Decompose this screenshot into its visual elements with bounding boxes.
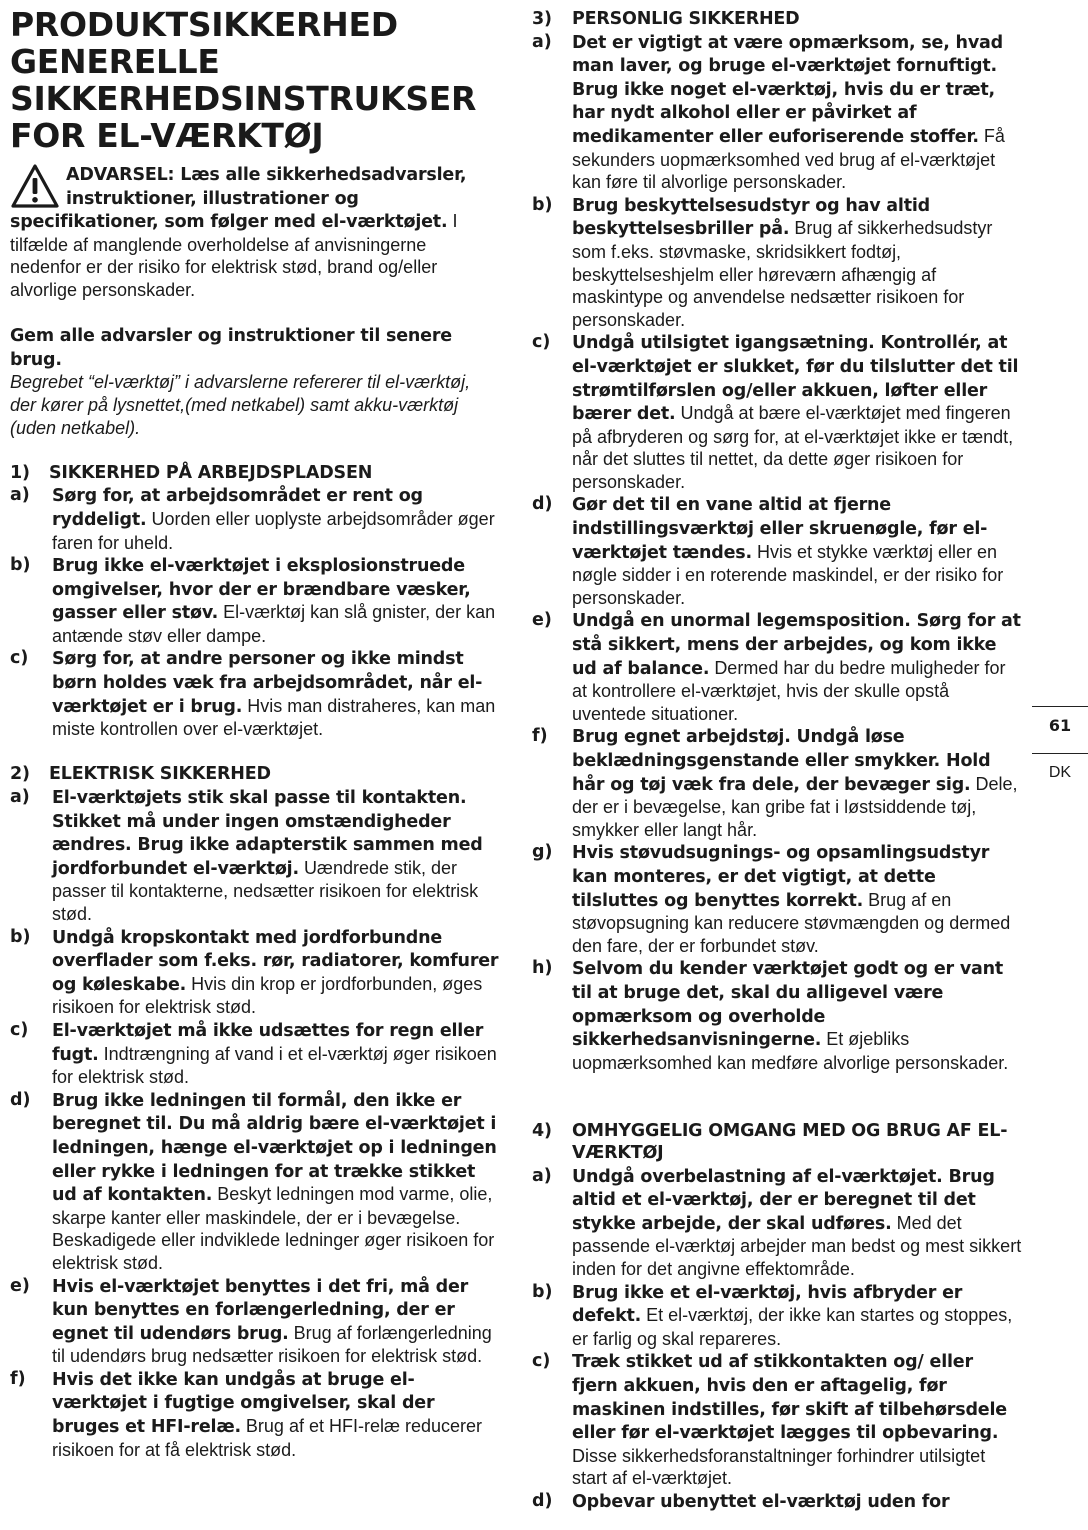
item-bold-text: Undgå overbelastning af el-værktøjet. Brug altid et el-værktøj, der er beregnet til det stykke arbejde, der skal udføres. — [572, 1166, 995, 1234]
section-title: OMHYGGELIG OMGANG MED OG BRUG AF EL-VÆRKTØJ — [572, 1120, 1008, 1164]
item-body-text: Indtrængning af vand i et el-værktøj øger risikoen for elektrisk stød. — [52, 1043, 497, 1088]
item-body-text: Uændrede stik, der passer til kontakterne, nedsætter risikoen for elektrisk stød. — [52, 857, 479, 924]
item-letter: d) — [10, 1089, 31, 1110]
item-letter: a) — [10, 485, 30, 506]
list-item — [532, 1165, 1022, 1281]
item-text — [572, 609, 1022, 725]
item-text — [572, 31, 1022, 194]
item-body-text: Dermed har du bedre muligheder for at kontrollere el-værktøjet, hvis der skulle opstå uventede situationer. — [572, 657, 1006, 724]
left-column — [10, 0, 500, 1461]
list-item — [532, 493, 1022, 609]
item-bold-text: Hvis støvudsugnings- og opsamlingsudstyr kan monteres, er det vigtigt, at dette tilsluttes og benyttes korrekt. — [572, 843, 990, 911]
item-letter: c) — [532, 332, 551, 353]
item-body-text: Disse sikkerhedsforanstaltninger forhindrer utilsigtet start af el-værktøjet. — [572, 1445, 986, 1489]
section-title: SIKKERHED PÅ ARBEJDSPLADSEN — [49, 462, 373, 483]
list-item — [10, 647, 500, 740]
item-body-text: Uorden eller uoplyste arbejdsområder øger faren for uheld. — [52, 508, 495, 553]
item-bold-text: El-værktøjet må ikke udsættes for regn eller fugt. — [52, 1020, 484, 1065]
item-body-text: Hvis man distraheres, kan man miste kontrollen over el-værktøjet. — [52, 695, 496, 740]
item-bold-text: Træk stikket ud af stikkontakten og/ eller fjern akkuen, hvis den er aftagelig, før maskinen indstilles, før skift af tilbehørsdele eller før el-værktøjet lægges til opbevaring. — [572, 1352, 1007, 1444]
item-letter: e) — [532, 610, 552, 631]
section-title: ELEKTRISK SIKKERHED — [49, 764, 271, 785]
language-code: DK — [1048, 764, 1072, 781]
item-bold-text: El-værktøjets stik skal passe til kontakten. Stikket må under ingen omstændigheder ændres. Brug ikke adapterstik sammen med jordforbundet el-værktøj. — [52, 788, 483, 879]
list-item — [10, 1089, 500, 1275]
list-item — [10, 786, 500, 926]
item-bold-text: Undgå kropskontakt med jordforbundne overflader som f.eks. rør, radiatorer, komfurer og køleskabe. — [52, 927, 499, 995]
item-letter: g) — [532, 842, 553, 863]
list-item — [10, 1368, 500, 1461]
item-text — [572, 1281, 1022, 1351]
item-body-text: Brug af sikkerhedsudstyr som f.eks. støvmaske, skridsikkert fodtøj, beskyttelseshjelm eller høreværn afhængig af maskintype og anvendelse nedsætter risikoen for personskader. — [572, 218, 993, 330]
item-body-text: Dele, der er i bevægelse, kan gribe fat i løstsiddende tøj, smykker eller langt hår. — [572, 773, 1018, 840]
right-column — [532, 0, 1022, 1514]
item-bold-text: Gør det til en vane altid at fjerne indstillingsværktøj eller skruenøgle, før el-værktøjet tændes. — [572, 495, 988, 563]
item-text — [572, 725, 1022, 841]
item-bold-text: Undgå en unormal legemsposition. Sørg for at stå sikkert, mens der arbejdes, og kom ikke ud af balance. — [572, 611, 1021, 679]
section-title: PERSONLIG SIKKERHED — [572, 9, 800, 29]
item-text — [52, 554, 500, 647]
list-item — [532, 1281, 1022, 1351]
section-number: 4) — [532, 1120, 552, 1141]
item-letter: b) — [532, 1281, 553, 1302]
section-4-heading — [532, 1120, 1022, 1165]
list-item — [532, 1490, 1022, 1514]
item-text — [52, 786, 500, 926]
warning-triangle-icon — [10, 163, 60, 209]
item-letter: a) — [10, 787, 30, 808]
section-number: 3) — [532, 9, 552, 29]
item-bold-text: Sørg for, at andre personer og ikke mindst børn holdes væk fra arbejdsområdet, når el-værktøjet er i brug. — [52, 649, 483, 717]
item-text — [52, 1089, 500, 1275]
item-text — [572, 957, 1022, 1074]
warning-text: I tilfælde af manglende overholdelse af anvisningerne nedenfor er der risiko for elektrisk stød, brand og/eller alvorlige personskader. — [10, 211, 458, 300]
item-letter: b) — [10, 926, 31, 947]
page-number: 61 — [1048, 716, 1072, 735]
item-text — [52, 484, 500, 554]
item-text — [52, 926, 500, 1019]
item-text — [572, 1165, 1022, 1281]
item-body-text: Brug af et HFI-relæ reducerer risikoen for at få elektrisk stød. — [52, 1416, 483, 1460]
item-text — [52, 647, 500, 740]
item-bold-text: Brug ikke et el-værktøj, hvis afbryder er defekt. — [572, 1282, 963, 1327]
item-body-text: Brug af en støvopsugning kan reducere støvmængden og dermed den fare, der er forbundet støv. — [572, 889, 1011, 956]
item-body-text: Undgå at bære el-værktøjet med fingeren på afbryderen og sørg for, at el-værktøjet ikke er tændt, når det sluttes til nettet, da dette øger risikoen for personskader. — [572, 403, 1014, 492]
warning-block — [10, 163, 500, 302]
list-item — [10, 484, 500, 554]
list-item — [532, 957, 1022, 1074]
page-title: PRODUKTSIKKERHED GENERELLE SIKKERHEDSINSTRUKSER FOR EL-VÆRKTØJ — [10, 5, 477, 155]
list-item — [10, 1275, 500, 1368]
section-number: 2) — [10, 764, 30, 785]
item-body-text: Et el-værktøj, der ikke kan startes og stoppes, er farlig og skal repareres. — [572, 1305, 1013, 1349]
item-bold-text: Brug beskyttelsesudstyr og hav altid beskyttelsesbriller på. — [572, 195, 931, 240]
page-sidebar — [1032, 0, 1088, 1530]
section-number: 1) — [10, 462, 30, 483]
list-item — [532, 31, 1022, 194]
list-item — [532, 609, 1022, 725]
keep-instructions: Gem alle advarsler og instruktioner til senere brug. — [10, 326, 452, 370]
item-bold-text: Sørg for, at arbejdsområdet er rent og ryddeligt. — [52, 486, 423, 530]
list-item — [532, 725, 1022, 841]
list-item — [532, 194, 1022, 332]
item-bold-text: Brug ikke ledningen til formål, den ikke er beregnet til. Du må aldrig bære el-værktøjet i ledningen, hænge el-værktøjet op i ledningen eller rykke i ledningen for at trække stikket ud af kontakten. — [52, 1090, 497, 1206]
item-bold-text: Hvis det ikke kan undgås at bruge el-værktøjet i fugtige omgivelser, skal der bruges et HFI-relæ. — [52, 1369, 435, 1438]
item-body-text: Hvis din krop er jordforbunden, øges risikoen for elektrisk stød. — [52, 973, 483, 1018]
item-letter: b) — [10, 555, 31, 576]
section-2-heading — [10, 763, 500, 786]
item-text — [572, 1350, 1022, 1490]
item-letter: c) — [532, 1351, 551, 1372]
item-bold-text: Selvom du kender værktøjet godt og er vant til at bruge det, skal du alligevel være opmærksom og overholde sikkerhedsanvisningerne. — [572, 959, 1004, 1051]
item-bold-text: Hvis el-værktøjet benyttes i det fri, må der kun benyttes en forlængerledning, der er egnet til udendørs brug. — [52, 1276, 469, 1344]
item-letter: d) — [532, 494, 553, 515]
item-body-text: Brug af forlængerledning til udendørs brug nedsætter risikoen for elektrisk stød. — [52, 1322, 492, 1367]
section-1-heading — [10, 462, 500, 485]
list-item — [10, 926, 500, 1019]
item-text — [52, 1368, 500, 1461]
item-text — [572, 493, 1022, 609]
item-bold-text: Det er vigtigt at være opmærksom, se, hvad man laver, og bruge el-værktøjet fornuftigt. Brug ikke noget el-værktøj, hvis du er træt, har nydt alkohol eller er påvirket af medikamenter eller euforiserende stoffer. — [572, 32, 1003, 147]
item-body-text: Få sekunders uopmærksomhed ved brug af el-værktøjet kan føre til alvorlige personskader. — [572, 125, 1005, 193]
item-letter: h) — [532, 958, 553, 979]
item-letter: f) — [532, 726, 548, 747]
item-bold-text: Brug egnet arbejdstøj. Undgå løse beklædningsgenstande eller smykker. Hold hår og tøj væk fra dele, der bevæger sig. — [572, 727, 991, 795]
item-body-text: El-værktøj kan slå gnister, der kan antænde støv eller dampe. — [52, 602, 496, 646]
warning-bold: ADVARSEL: Læs alle sikkerhedsadvarsler, instruktioner, illustrationer og specifikationer, som følger med el-værktøjet. — [10, 165, 467, 233]
section-3-heading — [532, 8, 1022, 31]
item-text — [572, 194, 1022, 332]
item-letter: e) — [10, 1275, 30, 1296]
item-letter: b) — [532, 194, 553, 215]
item-body-text: Beskyt ledningen mod varme, olie, skarpe kanter eller maskindele, der er i bevægelse. Beskadigede eller indviklede ledninger øger risikoen for elektrisk stød. — [52, 1184, 495, 1273]
list-item — [10, 1019, 500, 1089]
item-letter: c) — [10, 648, 29, 669]
item-body-text: Med det passende el-værktøj arbejder man bedst og mest sikkert inden for det angivne effektområde. — [572, 1212, 1022, 1280]
item-bold-text: Brug ikke el-værktøjet i eksplosionstruede omgivelser, hvor der er brændbare væsker, gasser eller støv. — [52, 556, 471, 624]
definition-note: Begrebet “el-værktøj” i advarslerne refererer til el-værktøj, der kører på lysnettet,(med netkabel) samt akku-værktøj (uden netkabel). — [10, 372, 471, 438]
item-letter: a) — [532, 1165, 552, 1186]
item-text — [52, 1275, 500, 1368]
item-text — [572, 331, 1022, 493]
list-item — [532, 331, 1022, 493]
item-letter: d) — [532, 1491, 553, 1511]
item-text — [52, 1019, 500, 1089]
item-body-text: Et øjebliks uopmærksomhed kan medføre alvorlige personskader. — [572, 1029, 1009, 1073]
list-item — [532, 841, 1022, 957]
item-body-text: Hvis et stykke værktøj eller en nøgle sidder i en roterende maskindel, er der risiko for personskader. — [572, 541, 1004, 608]
list-item — [532, 1350, 1022, 1490]
item-bold-text: Opbevar ubenyttet el-værktøj uden for — [572, 1492, 950, 1512]
item-text — [572, 1490, 1022, 1514]
item-text — [572, 841, 1022, 957]
item-bold-text: Undgå utilsigtet igangsætning. Kontrollér, at el-værktøjet er slukket, før du tilslutter det til strømtilførslen og/eller akkuen, løfter eller bærer det. — [572, 333, 1019, 425]
list-item — [10, 554, 500, 647]
item-letter: a) — [532, 31, 552, 52]
item-letter: f) — [10, 1368, 26, 1389]
item-letter: c) — [10, 1019, 29, 1040]
